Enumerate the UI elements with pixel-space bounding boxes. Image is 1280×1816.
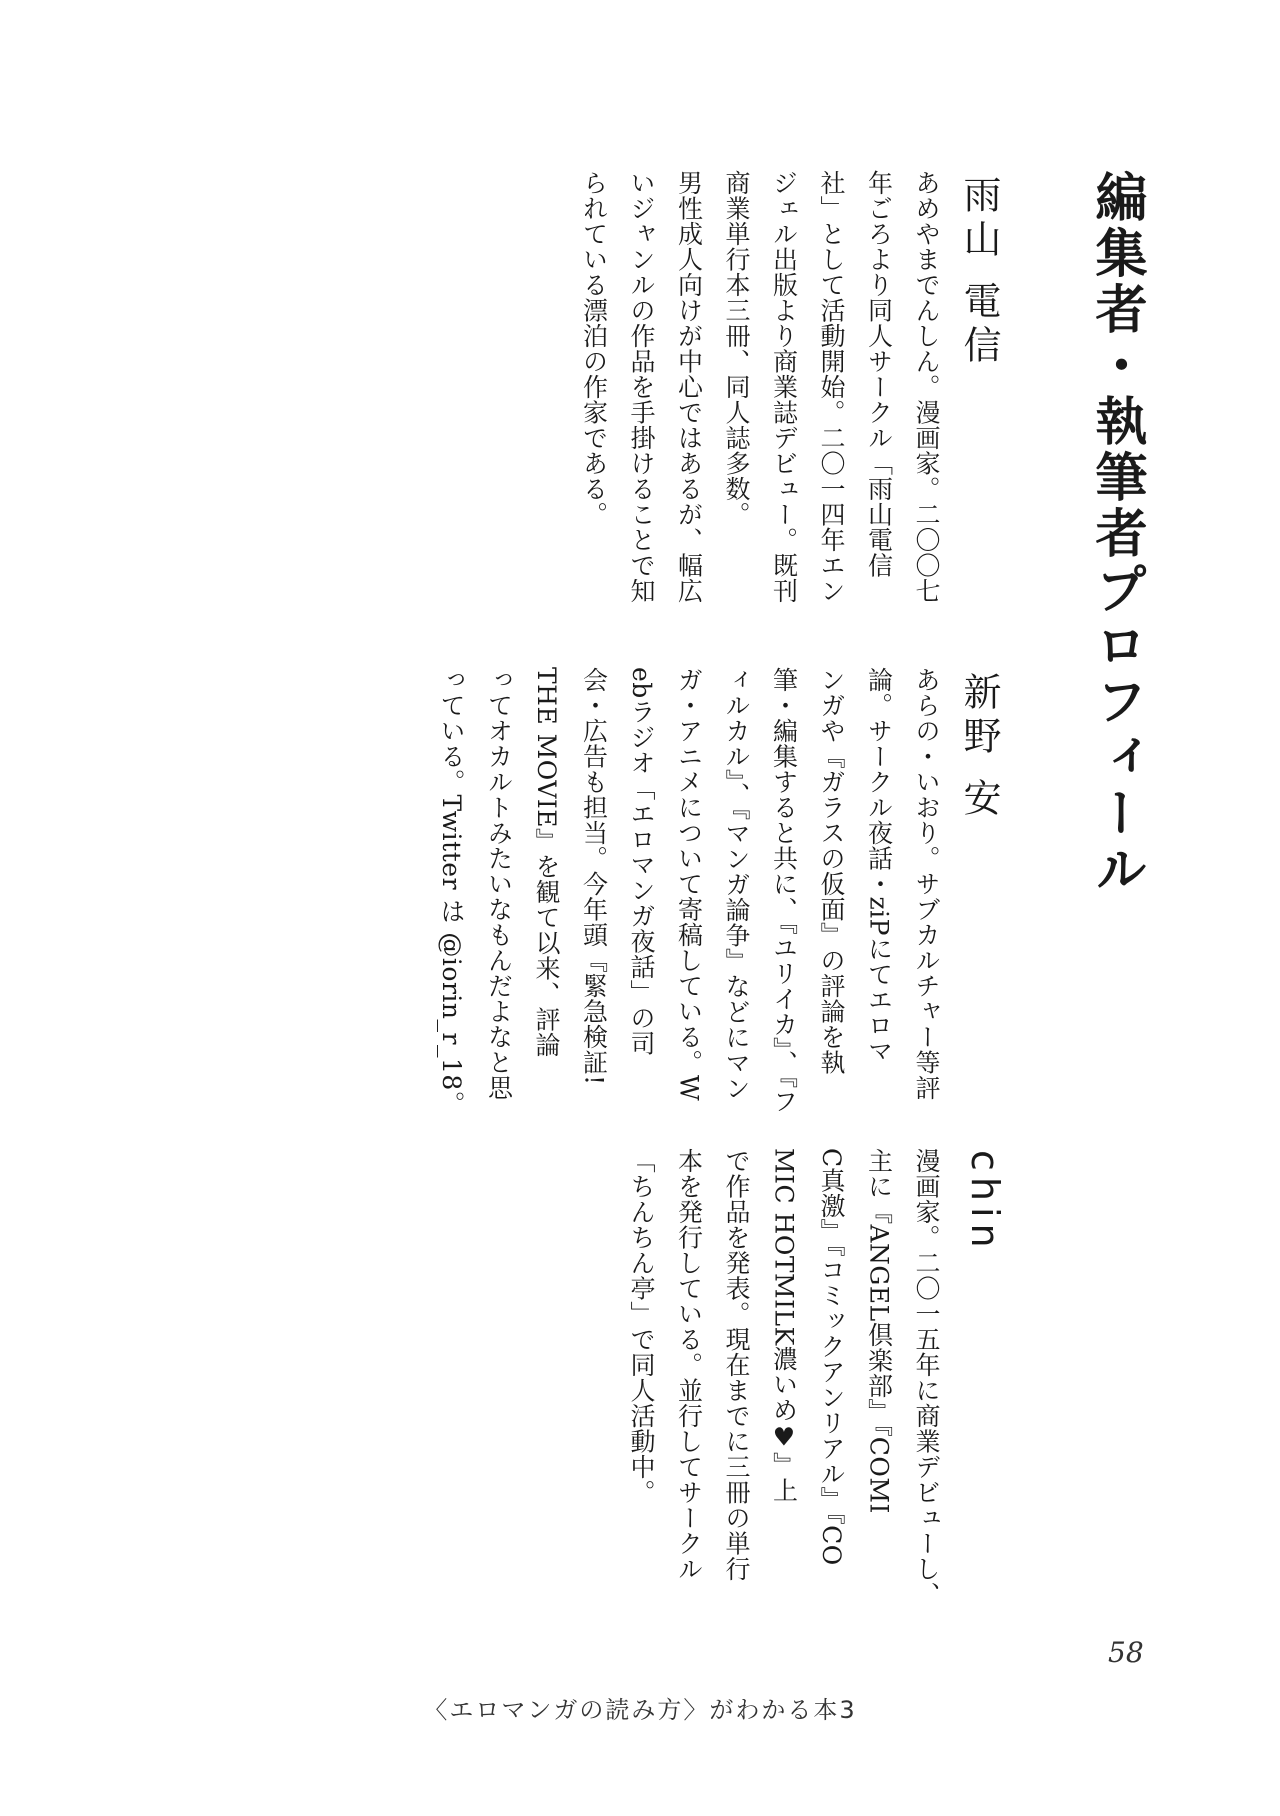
bio-line: 筆・編集すると共に、『ユリイカ』、『フ xyxy=(769,667,799,1114)
profile-bio-chin xyxy=(600,1148,950,1608)
bio-line: ィルカル』、『マンガ論争』などにマン xyxy=(722,667,751,1101)
bio-line: C真激』『コミックアンリアル』『CO xyxy=(817,1148,846,1566)
profile-name-chin: chin xyxy=(963,1150,1007,1254)
bio-line: MIC HOTMILK濃いめ♥』上 xyxy=(769,1148,799,1503)
bio-line: られている漂泊の作家である。 xyxy=(579,170,609,527)
bio-line: 論。サークル夜話・ziPにてエロマ xyxy=(864,667,894,1064)
bio-line: 主に『ANGEL倶楽部』『COMI xyxy=(864,1148,894,1514)
bio-line: 男性成人向けが中心ではあるが、幅広 xyxy=(674,170,704,604)
bio-line: ってオカルトみたいなもんだよなと思 xyxy=(484,667,514,1101)
bio-line: っている。Twitter は @iorin_r_18。 xyxy=(437,667,466,1117)
bio-line: 商業単行本三冊、同人誌多数。 xyxy=(722,170,751,527)
bio-line: 社」として活動開始。二〇一四年エン xyxy=(817,170,846,604)
bio-line: 会・広告も担当。今年頭『緊急検証! xyxy=(579,667,609,1086)
bio-line: あめやまでんしん。漫画家。二〇〇七 xyxy=(912,170,941,604)
page-number: 58 xyxy=(1108,1636,1144,1669)
profile-name-ameyama: 雨山 電信 xyxy=(957,175,1001,370)
page-title: 編集者・執筆者プロフィール xyxy=(1086,170,1146,898)
bio-line: 本を発行している。並行してサークル xyxy=(674,1148,704,1582)
bio-line: で作品を発表。現在までに三冊の単行 xyxy=(722,1148,751,1582)
bio-line: THE MOVIE』を観て以来、評論 xyxy=(532,667,561,1058)
running-footer-title: 〈エロマンガの読み方〉がわかる本3 xyxy=(423,1696,857,1724)
bio-line: ジェル出版より商業誌デビュー。既刊 xyxy=(769,170,799,604)
profile-name-arano: 新野 安 xyxy=(957,672,1001,823)
bio-line: 「ちんちん亭」で同人活動中。 xyxy=(627,1148,656,1505)
profile-bio-arano xyxy=(410,667,950,1127)
bio-line: ガ・アニメについて寄稿している。W xyxy=(674,667,704,1102)
bio-line: いジャンルの作品を手掛けることで知 xyxy=(627,170,656,604)
bio-line: 年ごろより同人サークル「雨山電信 xyxy=(864,170,894,578)
bio-line: ebラジオ「エロマンガ夜話」の司 xyxy=(627,667,656,1056)
bio-line: 漫画家。二〇一五年に商業デビューし、 xyxy=(912,1148,941,1607)
bio-line: ンガや『ガラスの仮面』の評論を執 xyxy=(817,667,846,1075)
bio-line: あらの・いおり。サブカルチャー等評 xyxy=(912,667,941,1101)
profile-bio-ameyama xyxy=(579,170,950,620)
